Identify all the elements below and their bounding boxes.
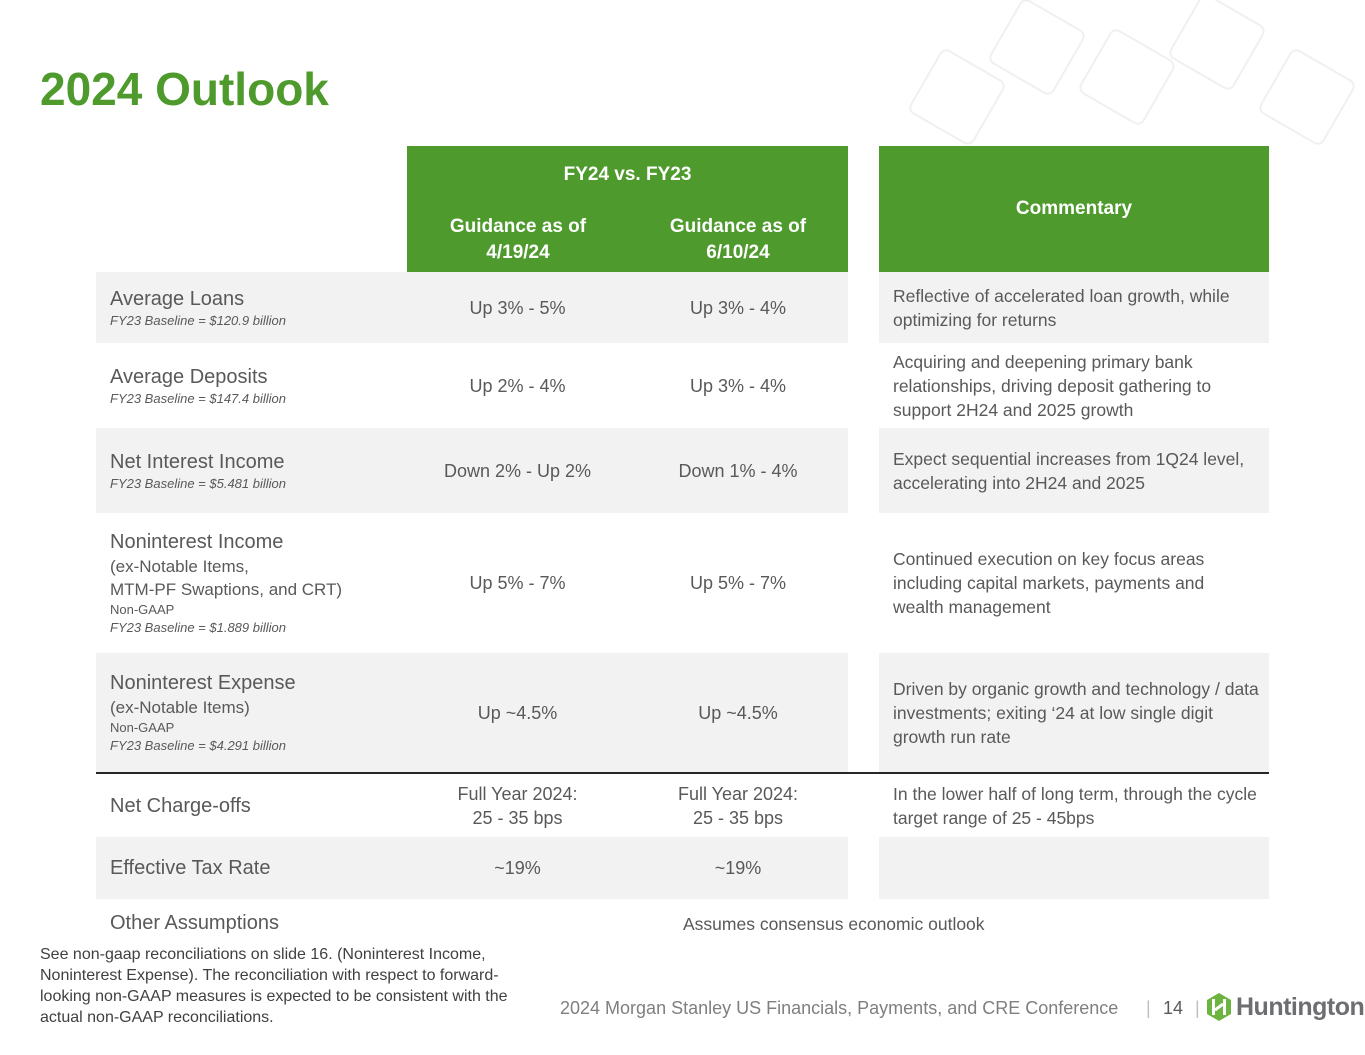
metric-cell	[96, 428, 407, 513]
page-number: 14	[1163, 998, 1184, 1018]
conference-name: 2024 Morgan Stanley US Financials, Payments, and CRE Conference	[560, 998, 1119, 1018]
table-row	[96, 513, 1269, 653]
commentary-cell	[879, 428, 1269, 513]
guidance-value: Down 2% - Up 2%	[443, 460, 592, 481]
background-hexagon	[1166, 0, 1267, 93]
metric-cell	[96, 774, 407, 837]
metric-label: Average Deposits	[110, 365, 268, 388]
footer-divider: |	[1195, 998, 1200, 1018]
guidance-cell	[628, 272, 848, 343]
guidance-value: Up 5% - 7%	[469, 573, 566, 593]
table-row	[96, 272, 1269, 343]
header-group: FY24 vs. FY23	[563, 164, 692, 185]
huntington-logo-icon	[1206, 992, 1232, 1022]
table-row	[96, 428, 1269, 513]
table-row	[96, 343, 1269, 428]
metric-qualifier: MTM-PF Swaptions, and CRT)	[110, 580, 343, 599]
guidance-header	[407, 146, 848, 272]
guidance-value: Up 3% - 5%	[469, 297, 566, 318]
guidance-value: ~19%	[714, 858, 762, 878]
footnote: See non-gaap reconciliations on slide 16. (Noninterest Income, Noninterest Expense). The reconciliation with respect to forward-looking non-GAAP measures is expected to be consistent with the actual non-GAAP reconciliations.	[40, 946, 508, 1026]
guidance-value: Full Year 2024: 25 - 35 bps	[677, 783, 799, 828]
metric-label: Noninterest Expense	[110, 672, 296, 694]
commentary-text: Driven by organic growth and technology / data investments; exiting ‘24 at low single digit growth run rate	[893, 678, 1259, 747]
baseline-note: FY23 Baseline = $1.889 billion	[110, 620, 286, 635]
non-gaap-note: Non-GAAP	[110, 602, 175, 617]
commentary-text: Acquiring and deepening primary bank relationships, driving deposit gathering to support 2H24 and 2025 growth	[893, 351, 1212, 420]
guidance-cell	[407, 343, 628, 428]
guidance-cell	[628, 343, 848, 428]
metric-label: Net Charge-offs	[110, 794, 251, 817]
baseline-note: FY23 Baseline = $5.481 billion	[110, 475, 286, 491]
guidance-value: Down 1% - 4%	[678, 460, 798, 481]
commentary-cell	[879, 343, 1269, 428]
commentary-text: Reflective of accelerated loan growth, while optimizing for returns	[893, 285, 1230, 330]
guidance-cell	[407, 272, 628, 343]
metric-cell	[96, 837, 407, 899]
metric-cell	[96, 272, 407, 343]
footer-divider: |	[1146, 998, 1151, 1018]
guidance-value: Up 2% - 4%	[469, 375, 566, 396]
commentary-text: In the lower half of long term, through the cycle target range of 25 - 45bps	[893, 783, 1257, 828]
header-guidance-1: Guidance as of 4/19/24	[449, 216, 587, 263]
background-hexagon	[1256, 46, 1357, 147]
header-guidance-2: Guidance as of 6/10/24	[669, 216, 807, 263]
table-row	[96, 774, 1269, 837]
guidance-cell	[628, 428, 848, 513]
commentary-cell	[879, 653, 1269, 772]
baseline-note: FY23 Baseline = $147.4 billion	[110, 390, 286, 406]
table-row	[96, 837, 1269, 899]
commentary-cell	[879, 774, 1269, 837]
commentary-cell	[879, 513, 1269, 653]
metric-label: Effective Tax Rate	[110, 857, 271, 879]
metric-label: Noninterest Income	[110, 531, 284, 553]
section-divider	[96, 772, 1269, 774]
guidance-value: Up ~4.5%	[477, 702, 558, 723]
commentary-cell	[879, 837, 1269, 899]
metric-label: Net Interest Income	[110, 450, 285, 473]
guidance-cell	[407, 837, 628, 899]
commentary-cell	[879, 272, 1269, 343]
other-assumptions-label: Other Assumptions	[110, 912, 279, 934]
guidance-value: Up 5% - 7%	[689, 573, 787, 593]
non-gaap-note: Non-GAAP	[110, 720, 175, 735]
baseline-note: FY23 Baseline = $4.291 billion	[110, 738, 286, 753]
guidance-cell	[407, 513, 628, 653]
page-title: 2024 Outlook	[40, 63, 329, 115]
commentary-text: Continued execution on key focus areas including capital markets, payments and wealth management	[893, 549, 1205, 617]
huntington-logo	[1206, 992, 1364, 1022]
metric-qualifier: (ex-Notable Items)	[110, 698, 250, 717]
commentary-text: Expect sequential increases from 1Q24 level, accelerating into 2H24 and 2025	[893, 448, 1245, 493]
guidance-cell	[628, 774, 848, 837]
logo-text: Huntington	[1236, 992, 1365, 1021]
baseline-note: FY23 Baseline = $120.9 billion	[110, 312, 286, 328]
metric-cell	[96, 653, 407, 772]
metric-label: Average Loans	[110, 287, 245, 310]
metric-cell	[96, 513, 407, 653]
guidance-value: Up 3% - 4%	[689, 375, 787, 396]
table-row	[96, 653, 1269, 772]
guidance-cell	[407, 428, 628, 513]
guidance-value: ~19%	[494, 858, 541, 878]
background-hexagon	[1076, 26, 1177, 127]
other-assumptions-text: Assumes consensus economic outlook	[683, 914, 985, 934]
commentary-header-label: Commentary	[1015, 198, 1133, 219]
metric-qualifier: (ex-Notable Items,	[110, 557, 249, 576]
guidance-value: Up ~4.5%	[698, 702, 778, 723]
guidance-cell	[628, 513, 848, 653]
guidance-value: Full Year 2024: 25 - 35 bps	[457, 783, 578, 828]
guidance-value: Up 3% - 4%	[689, 297, 787, 318]
guidance-cell	[407, 774, 628, 837]
guidance-cell	[407, 653, 628, 772]
guidance-cell	[628, 653, 848, 772]
guidance-cell	[628, 837, 848, 899]
metric-cell	[96, 343, 407, 428]
commentary-header	[879, 146, 1269, 272]
